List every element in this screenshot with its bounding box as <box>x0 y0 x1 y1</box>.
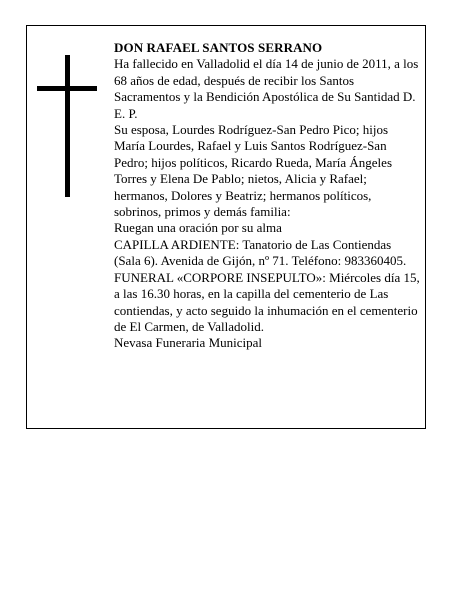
deceased-name: DON RAFAEL SANTOS SERRANO <box>114 40 323 55</box>
prayer-request: Ruegan una oración por su alma <box>114 220 282 236</box>
cross-vertical-bar <box>65 55 70 197</box>
family-list: Su esposa, Lourdes Rodríguez-San Pedro Pico; hijos María Lourdes, Rafael y Luis Santos Rodríguez-San Pedro; hijos políticos, Ricardo Rueda, María Ángeles Torres y Elena De Pablo; nietos, Alicia y Rafael; hermanos, Dolores y Beatriz; hermanos políticos, sobrinos, primos y demás familia: <box>114 122 393 220</box>
chapel-info: CAPILLA ARDIENTE: Tanatorio de Las Contiendas (Sala 6). Avenida de Gijón, nº 71. Teléfono: 983360405. <box>114 236 407 269</box>
latin-cross-icon <box>37 55 97 197</box>
funeral-home: Nevasa Funeraria Municipal <box>114 335 263 351</box>
obituary-notice <box>26 25 426 429</box>
death-announcement: Ha fallecido en Valladolid el día 14 de junio de 2011, a los 68 años de edad, después de recibir los Santos Sacramentos y la Bendición Apostólica de Su Santidad D. E. P. <box>114 56 419 121</box>
notice-text <box>114 40 420 352</box>
cross-horizontal-bar <box>37 86 97 91</box>
funeral-info: FUNERAL «CORPORE INSEPULTO»: Miércoles día 15, a las 16.30 horas, en la capilla del cementerio de Las contiendas, y acto seguido la inhumación en el cementerio de El Carmen, de Valladolid. <box>114 269 420 334</box>
